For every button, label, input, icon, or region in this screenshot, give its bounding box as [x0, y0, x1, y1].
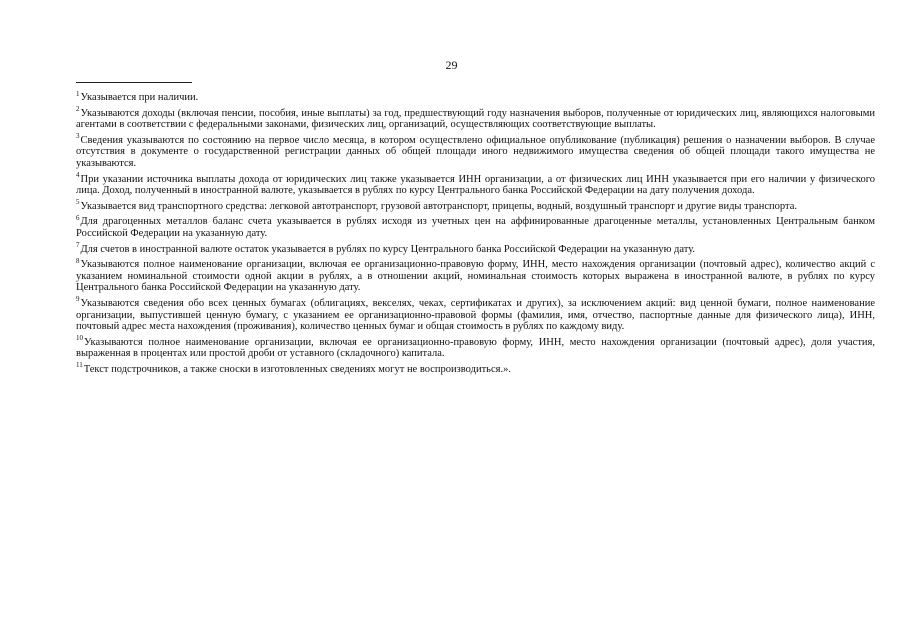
- footnote-number: 4: [76, 171, 80, 180]
- footnote-number: 2: [76, 105, 80, 114]
- footnote-10: [76, 334, 875, 360]
- footnote-number: 6: [76, 213, 80, 222]
- footnote-5: [76, 198, 875, 213]
- footnote-3: [76, 132, 875, 170]
- footnote-number: 5: [76, 198, 80, 207]
- footnote-4: [76, 171, 875, 197]
- footnote-number: 7: [76, 241, 80, 250]
- footnotes-list: [76, 89, 875, 379]
- footnote-text: Указываются полное наименование организации, включая ее организационно-правовую форму, ИНН, место нахождения организации (почтовый адрес), количество акций с указанием номинальной стоимости одной акции в рублях, а в отношении акций, номинальная стоимость которых выражена в иностранной валюте, в рублях по курсу Центрального банка Российской Федерации на указанную дату.: [76, 259, 875, 294]
- footnote-6: [76, 213, 875, 239]
- footnote-1: [76, 89, 875, 104]
- footnote-8: [76, 256, 875, 294]
- footnote-text: Указываются сведения обо всех ценных бумагах (облигациях, векселях, чеках, сертификатах и других), за исключением акций: вид ценной бумаги, полное наименование организации, выпустившей ценную бумагу, с указанием ее организационно-правовой формы (фамилия, имя, отчество, паспортные данные для физического лица), ИНН, почтовый адрес места нахождения (проживания), количество ценных бумаг и общая стоимость в рублях по каждому виду.: [76, 297, 875, 333]
- footnote-text: Текст подстрочников, а также сноски в изготовленных сведениях могут не воспроизводиться.».: [83, 363, 511, 375]
- footnote-text: Указываются доходы (включая пенсии, пособия, иные выплаты) за год, предшествующий году назначения выборов, полученные от юридических лиц, являющихся налоговыми агентами в соответствии с федеральными законами, физических лиц, организаций, осуществляющих соответствующие выплаты.: [76, 107, 875, 131]
- footnote-number: 10: [76, 334, 83, 343]
- footnote-9: [76, 295, 875, 333]
- footnote-number: 1: [76, 89, 80, 98]
- footnote-2: [76, 105, 875, 131]
- footnote-text: При указании источника выплаты дохода от юридических лиц также указывается ИНН организации, а от физических лиц ИНН указывается при его наличии у физического лица. Доход, полученный в иностранной валюте, указывается в рублях по курсу Центрального банка Российской Федерации на дату получения дохода.: [76, 173, 875, 197]
- footnote-number: 9: [76, 295, 80, 304]
- footnote-text: Для счетов в иностранной валюте остаток указывается в рублях по курсу Центрального банка Российской Федерации на указанную дату.: [80, 243, 696, 255]
- footnote-text: Указывается при наличии.: [80, 92, 199, 103]
- footnote-separator: [76, 82, 192, 83]
- footnote-text: Указываются полное наименование организации, включая ее организационно-правовую форму, ИНН, место нахождения организации (почтовый адрес), доля участия, выраженная в процентах или простой дроби от уставного (складочного) капитала.: [76, 336, 875, 360]
- page-number: 29: [445, 58, 458, 72]
- footnote-text: Для драгоценных металлов баланс счета указывается в рублях исходя из учетных цен на аффинированные драгоценные металлы, установленных Центральным банком Российской Федерации на указанную дату.: [76, 216, 875, 239]
- footnote-number: 11: [76, 361, 83, 370]
- footnote-number: 8: [76, 256, 80, 265]
- footnote-7: [76, 241, 875, 256]
- footnote-text: Указывается вид транспортного средства: легковой автотранспорт, грузовой автотранспорт, прицепы, водный, воздушный транспорт и другие виды транспорта.: [80, 200, 797, 212]
- footnote-number: 3: [76, 132, 80, 141]
- footnote-text: Сведения указываются по состоянию на первое число месяца, в котором осуществлено официальное опубликование (публикация) решения о назначении выборов. В случае отсутствия в документе о государственной регистрации данных об общей площади иного недвижимого имущества сведения об общей площади такого имущества не указываются.: [76, 134, 875, 169]
- footnote-11: [76, 361, 875, 376]
